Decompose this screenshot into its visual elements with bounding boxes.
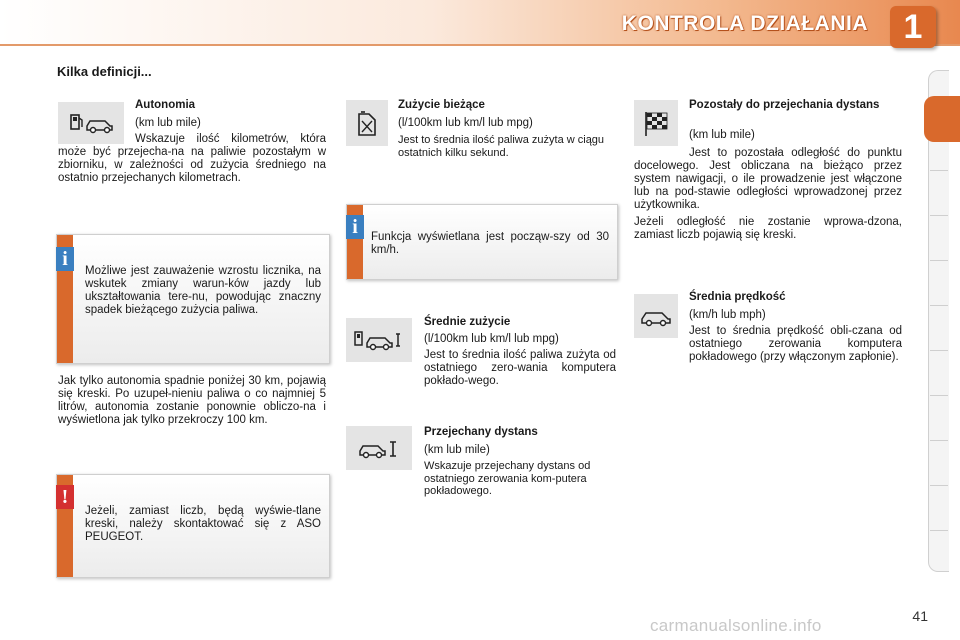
car-distance-icon [346,426,412,470]
tab-divider [930,305,948,306]
przejechany-unit: (km lub mile) [424,444,490,456]
zuzycie-biezace-title: Zużycie bieżące [398,99,485,111]
tab-divider [930,395,948,396]
zuzycie-biezace-text: Jest to średnia ilość paliwa zużyta w ciągu ostatnich kilku sekund. [398,134,605,159]
srednia-predkosc-block [689,325,902,364]
autonomia-title: Autonomia [135,99,196,111]
tab-divider [930,530,948,531]
checkered-flag-icon [634,100,678,146]
pozostaly-title: Pozostały do przejechania dystans [689,99,880,111]
warning-note [56,474,330,578]
tab-divider [930,215,948,216]
srednie-zuzycie-text: Jest to średnia ilość paliwa zużyta od ostatniego zero-wania komputera pokłado-wego. [424,349,616,387]
przejechany-text: Wskazuje przejechany dystans od ostatniego zerowania kom-putera pokładowego. [424,460,591,497]
tab-divider [930,260,948,261]
info-note-consumption [56,234,330,364]
pozostaly-text2: Jeżeli odległość nie zostanie wprowa-dzona, zamiast liczb pojawią się kreski. [634,216,902,241]
chapter-number: 1 [890,6,936,48]
info-note-function-text: Funkcja wyświetlana jest począw-szy od 30 km/h. [371,231,609,256]
warning-icon: ! [56,485,74,509]
srednia-predkosc-title: Średnia prędkość [689,291,786,303]
watermark: carmanualsonline.info [650,616,822,635]
autonomia-unit: (km lub mile) [135,117,201,129]
autonomia-low-block [58,375,326,427]
page-number: 41 [912,608,928,624]
header-divider [0,44,960,46]
warning-note-text: Jeżeli, zamiast liczb, będą wyświe-tlane kreski, należy skontaktować się z ASO PEUGEOT. [85,505,321,543]
srednia-predkosc-unit: (km/h lub mph) [689,309,766,321]
tab-divider [930,440,948,441]
autonomia-text-block [58,133,326,185]
section-title: Kilka definicji... [57,64,152,79]
info-icon: i [346,215,364,239]
tab-divider [930,350,948,351]
chapter-tab-strip [928,70,949,572]
zuzycie-biezace-block [398,134,616,159]
page-title: KONTROLA DZIAŁANIA [621,12,868,35]
info-note-function [346,204,618,280]
srednia-predkosc-text: Jest to średnia prędkość obli-czana od ostatniego zerowania komputera pokładowego (przy włączonym zapłonie). [689,325,902,363]
fuel-car-gauge-icon [346,318,412,362]
info-icon: i [56,247,74,271]
pozostaly-text1: Jest to pozostała odległość do punktu docelowego. Jest obliczana na bieżąco przez system nawigacji, o ile prowadzenie jest włączone lub na pod-stawie odległości wprowadzonej przez użytkownika. [634,147,902,211]
chapter-tab-active[interactable] [924,96,960,142]
pozostaly-unit: (km lub mile) [689,129,755,141]
autonomia-low-text: Jak tylko autonomia spadnie poniżej 30 km, pojawią się kreski. Po uzupeł-nieniu paliwa o co najmniej 5 litrów, autonomia zostanie ponownie obliczo-na i wyświetlona jak tylko przekroczy 100 km. [58,375,326,426]
autonomia-text: Wskazuje ilość kilometrów, która może być przejecha-na na paliwie pozostałym w zbiorniku, w zależności od zużycia średniego na ostatnio przejechanych kilometrach. [58,133,326,184]
pozostaly-block [634,147,902,242]
car-speed-icon [634,294,678,338]
srednie-zuzycie-unit: (l/100km lub km/l lub mpg) [424,333,559,345]
tab-divider [930,170,948,171]
info-note-text: Możliwe jest zauważenie wzrostu licznika, na wskutek zmiany warun-ków jazdy lub ukształtowania tere-nu, powodując znaczny spadek bieżącego zużycia paliwa. [85,265,321,316]
przejechany-title: Przejechany dystans [424,426,538,438]
przejechany-block [424,460,616,498]
tab-divider [930,485,948,486]
zuzycie-biezace-unit: (l/100km lub km/l lub mpg) [398,117,533,129]
fuel-can-icon [346,100,388,146]
srednie-zuzycie-title: Średnie zużycie [424,316,511,328]
srednie-zuzycie-block [424,349,616,388]
